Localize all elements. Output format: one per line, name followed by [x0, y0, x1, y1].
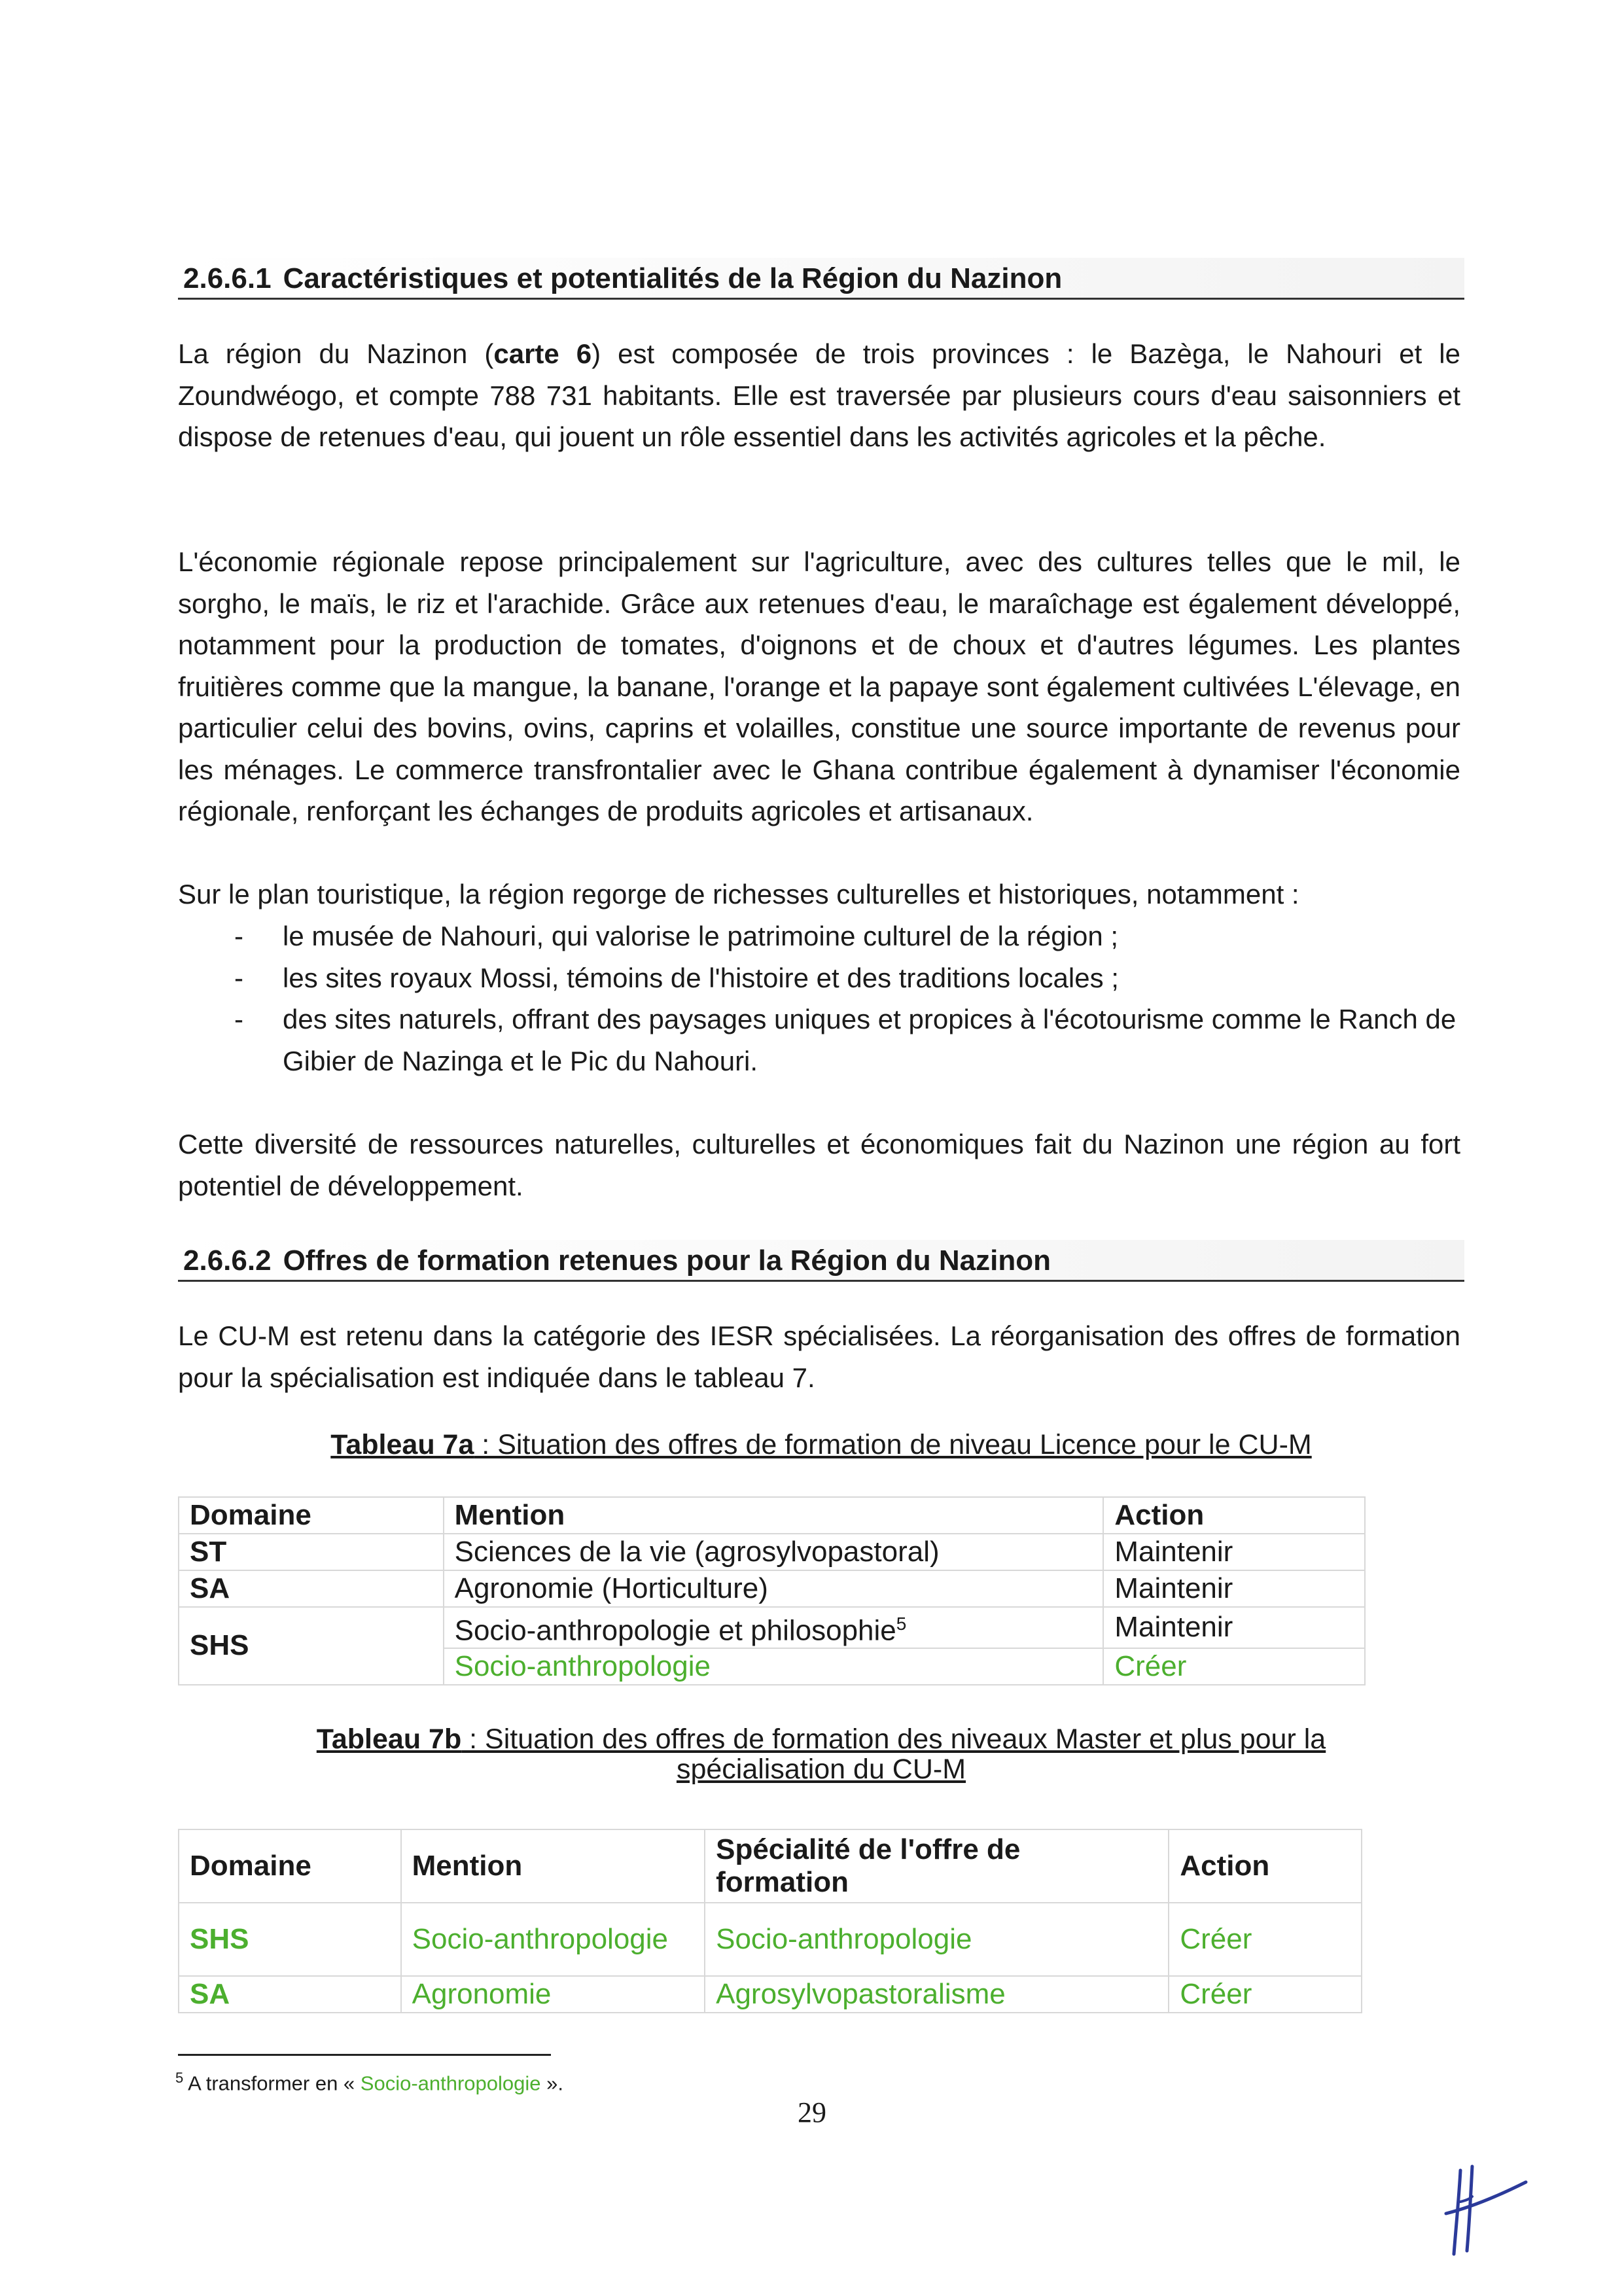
paragraph-economy: L'économie régionale repose principalement sur l'agriculture, avec des cultures telles que le mil, le sorgho, le maïs, le riz et l'arachide. Grâce aux retenues d'eau, le maraîchage est également développé, notamment pour la production de tomates, d'oignons et de choux et d'autres légumes. Les plantes fruitières comme que la mangue, la banane, l'orange et la papaye sont également cultivées L'élevage, en particulier celui des bovins, ovins, caprins et volailles, constitue une source importante de revenus pour les ménages. Le commerce transfrontalier avec le Ghana contribue également à dynamiser l'économie régionale, renforçant les échanges de produits agricoles et artisanaux.	[178, 546, 1460, 826]
table-7a-caption: Tableau 7a : Situation des offres de formation de niveau Licence pour le CU-M	[330, 1429, 1312, 1460]
footnote-divider	[178, 2054, 551, 2056]
list-item: - les sites royaux Mossi, témoins de l'histoire et des traditions locales ;	[234, 962, 1119, 993]
table-row: SA Agronomie Agrosylvopastoralisme Créer	[179, 1976, 1362, 2013]
table-row: SHS Socio-anthropologie et philosophie$^5$ Maintenir	[179, 1607, 1365, 1648]
table-row: Socio-anthropologie Créer	[179, 1648, 1365, 1685]
section-heading-1	[178, 258, 1464, 300]
list-item: - le musée de Nahouri, qui valorise le patrimoine culturel de la région ;	[234, 921, 1119, 951]
table-row: SA Agronomie (Horticulture) Maintenir	[179, 1570, 1365, 1607]
table-header-row: Domaine Mention Action	[179, 1497, 1365, 1534]
section-heading-2	[178, 1240, 1464, 1282]
table-header-row: Domaine Mention Spécialité de l'offre de formation Action	[179, 1829, 1362, 1903]
paragraph-conclusion: Cette diversité de ressources naturelles, culturelles et économiques fait du Nazinon une région au fort potentiel de développement.	[178, 1129, 1460, 1201]
footnote-ref: 5	[896, 1614, 907, 1634]
table-row: SHS Socio-anthropologie Socio-anthropologie Créer	[179, 1903, 1362, 1976]
list-item: - des sites naturels, offrant des paysages uniques et propices à l'écotourisme comme le Ranch de Gibier de Nazinga et le Pic du Nahouri.	[234, 1004, 1456, 1076]
table-row: ST Sciences de la vie (agrosylvopastoral) Maintenir	[179, 1534, 1365, 1570]
section-number: 2.6.6.2	[183, 1244, 272, 1277]
table-7a	[178, 1496, 1366, 1685]
handwritten-initials-icon	[1434, 2162, 1532, 2261]
footnote: $^5$ A transformer en « Socio-anthropologie ».	[175, 2070, 563, 2095]
page-number: 29	[798, 2096, 826, 2128]
paragraph-cum: Le CU-M est retenu dans la catégorie des IESR spécialisées. La réorganisation des offres de formation pour la spécialisation est indiquée dans le tableau 7.	[178, 1320, 1460, 1393]
map-reference: carte 6	[493, 338, 592, 369]
table-7b-caption: Tableau 7b : Situation des offres de formation des niveaux Master et plus pour la spécialisation du CU-M	[316, 1723, 1326, 1785]
tourism-list	[178, 915, 1460, 1082]
paragraph-tourism: Sur le plan touristique, la région regorge de richesses culturelles et historiques, notamment :	[178, 879, 1299, 909]
section-title: Caractéristiques et potentialités de la Région du Nazinon	[283, 262, 1063, 294]
paragraph-intro: La région du Nazinon (carte 6) est composée de trois provinces : le Bazèga, le Nahouri et le Zoundwéogo, et compte 788 731 habitants. Elle est traversée par plusieurs cours d'eau saisonniers et dispose de retenues d'eau, qui jouent un rôle essentiel dans les activités agricoles et la pêche.	[178, 338, 1460, 452]
section-number: 2.6.6.1	[183, 262, 272, 294]
table-7b	[178, 1829, 1362, 2013]
section-title: Offres de formation retenues pour la Région du Nazinon	[283, 1244, 1051, 1277]
